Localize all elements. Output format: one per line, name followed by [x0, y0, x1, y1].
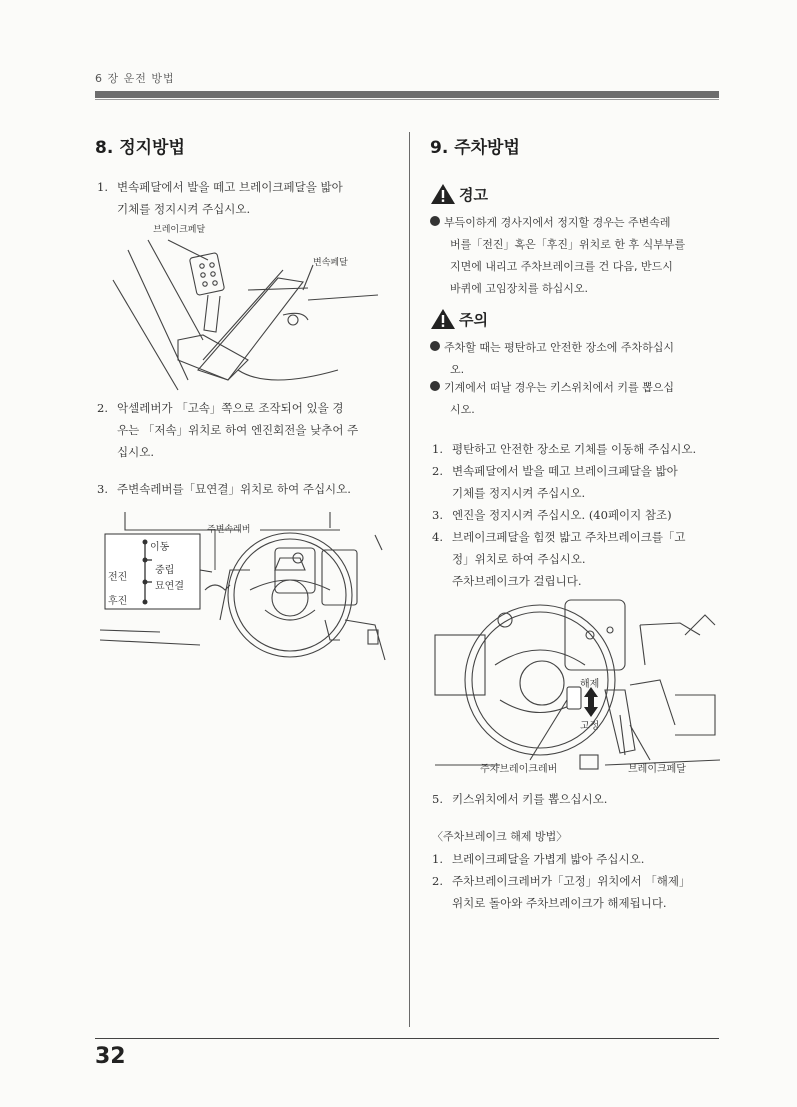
header-rule [95, 91, 719, 98]
step-number: 2. [97, 401, 108, 415]
bullet-icon [430, 216, 440, 226]
warning-line: 부득이하게 경사지에서 정지할 경우는 주변속레 [444, 216, 671, 229]
release-step-2 [432, 870, 727, 914]
step-number: 3. [97, 482, 108, 496]
lock-label: 고정 [580, 721, 600, 732]
step-line: 기체를 정지시켜 주십시오. [452, 486, 586, 500]
caution-heading [430, 308, 488, 330]
release-section-title: 〈주차브레이크 해제 방법〉 [432, 830, 568, 843]
step-line: 변속페달에서 발을 떼고 브레이크페달을 밟아 [117, 180, 343, 194]
step-line: 주차브레이크가 걸립니다. [452, 574, 582, 588]
pedals-illustration [108, 220, 388, 395]
bullet-icon [430, 381, 440, 391]
parking-brake-illustration [430, 595, 720, 780]
right-step-4 [432, 526, 727, 592]
section-title-parking: 9. 주차방법 [430, 138, 520, 158]
right-step-3 [432, 504, 727, 526]
caution-item-1 [430, 337, 725, 381]
chapter-header: 6 장 운전 방법 [95, 72, 175, 85]
caution-title: 주의 [459, 310, 488, 329]
figure-main-shift-lever [100, 510, 390, 665]
step-line: 우는 「저속」위치로 하여 엔진회전을 낮추어 주 [117, 423, 359, 437]
section-title-stopping: 8. 정지방법 [95, 138, 185, 158]
gear-link-label: 묘연결 [155, 581, 184, 592]
warning-heading [430, 183, 488, 205]
caution-line: 기계에서 떠날 경우는 키스위치에서 키를 뽑으십 [444, 381, 675, 394]
step-line: 평탄하고 안전한 장소로 기체를 이동해 주십시오. [452, 442, 697, 456]
step-number: 1. [432, 852, 443, 866]
brake-pedal-label: 브레이크페달 [153, 225, 206, 235]
right-step-1 [432, 438, 727, 460]
warning-line: 버를「전진」혹은「후진」위치로 한 후 식부부를 [450, 238, 686, 251]
brake-pedal-label: 브레이크페달 [628, 764, 686, 775]
warning-text [430, 212, 725, 300]
warning-title: 경고 [459, 185, 488, 204]
step-line: 주차브레이크레버가「고정」위치에서 「해제」 [452, 874, 691, 888]
caution-line: 주차할 때는 평탄하고 안전한 장소에 주차하십시 [444, 341, 675, 354]
caution-line: 시오. [450, 403, 475, 416]
right-step-2 [432, 460, 727, 504]
header-rule-thin [95, 99, 719, 100]
step-line: 주변속레버를「묘연결」위치로 하여 주십시오. [117, 482, 351, 496]
footer-rule [95, 1038, 719, 1039]
left-step-1 [97, 176, 397, 220]
warning-line: 바퀴에 고임장치를 하십시오. [450, 282, 589, 295]
step-line: 브레이크페달을 힘껏 밟고 주차브레이크를「고 [452, 530, 686, 544]
column-divider [409, 132, 410, 1027]
step-number: 1. [97, 180, 108, 194]
caution-line: 오. [450, 363, 465, 376]
left-step-3 [97, 478, 397, 500]
bullet-icon [430, 341, 440, 351]
main-shift-lever-label: 주변속레버 [207, 525, 251, 535]
parking-brake-lever-label: 주차브레이크레버 [480, 764, 558, 775]
step-line: 키스위치에서 키를 뽑으십시오. [452, 792, 608, 806]
release-label: 해제 [580, 679, 600, 690]
step-line: 위치로 돌아와 주차브레이크가 해제됩니다. [452, 896, 667, 910]
shift-pedal-label: 변속페달 [313, 258, 348, 268]
figure-parking-brake [430, 595, 720, 780]
step-line: 엔진을 정지시켜 주십시오. (40페이지 참조) [452, 508, 672, 522]
left-step-2 [97, 397, 397, 463]
step-line: 변속페달에서 발을 떼고 브레이크페달을 밟아 [452, 464, 678, 478]
step-number: 2. [432, 464, 443, 478]
release-step-1 [432, 848, 727, 870]
warning-icon [430, 183, 456, 205]
step-number: 4. [432, 530, 443, 544]
step-line: 기체를 정지시켜 주십시오. [117, 202, 251, 216]
step-line: 브레이크페달을 가볍게 밟아 주십시오. [452, 852, 645, 866]
step-line: 십시오. [117, 445, 154, 459]
warning-line: 지면에 내리고 주차브레이크를 건 다음, 반드시 [450, 260, 673, 273]
step-number: 2. [432, 874, 443, 888]
gear-forward-label: 전진 [108, 572, 128, 583]
step-line: 악셀레버가 「고속」쪽으로 조작되어 있을 경 [117, 401, 344, 415]
step-number: 1. [432, 442, 443, 456]
page-number: 32 [95, 1044, 126, 1069]
figure-pedals [108, 220, 388, 395]
step-line: 정」위치로 하여 주십시오. [452, 552, 586, 566]
step-number: 3. [432, 508, 443, 522]
caution-icon [430, 308, 456, 330]
gear-reverse-label: 후진 [108, 596, 128, 607]
gear-move-label: 이동 [150, 542, 170, 553]
step-number: 5. [432, 792, 443, 806]
right-step-5 [432, 788, 727, 810]
gear-neutral-label: 중립 [155, 565, 175, 576]
caution-item-2 [430, 377, 725, 421]
